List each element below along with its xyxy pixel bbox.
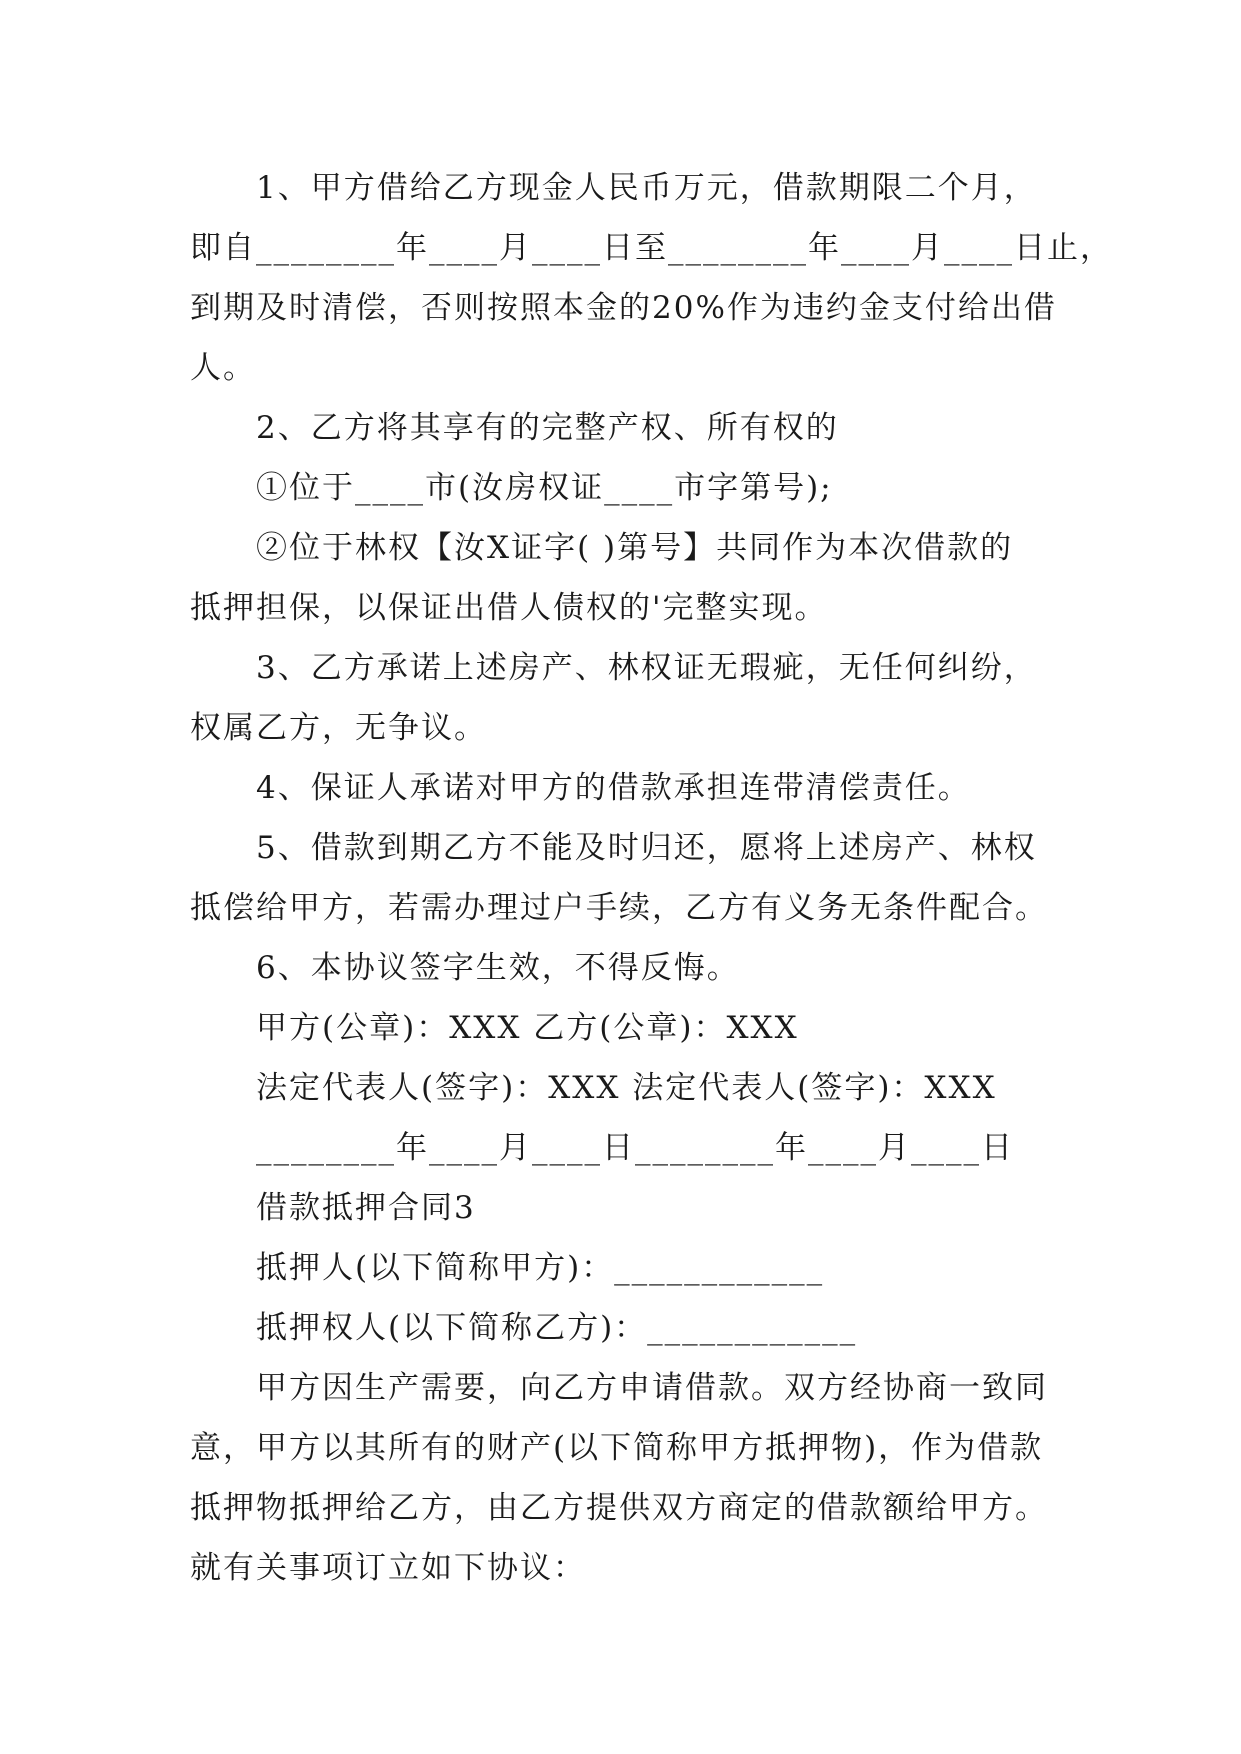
paragraph-line: 意，甲方以其所有的财产(以下简称甲方抵押物)，作为借款 — [190, 1430, 1044, 1466]
paragraph-line: 2、乙方将其享有的完整产权、所有权的 — [256, 410, 839, 446]
paragraph-line: 人。 — [190, 350, 256, 386]
paragraph-line: 4、保证人承诺对甲方的借款承担连带清偿责任。 — [256, 770, 971, 806]
document-body — [190, 158, 1113, 1598]
paragraph-line: ①位于____市(汝房权证____市字第号); — [256, 470, 833, 506]
paragraph-line: 5、借款到期乙方不能及时归还，愿将上述房产、林权 — [256, 830, 1037, 866]
paragraph-line: 抵押担保，以保证出借人债权的'完整实现。 — [190, 590, 828, 626]
paragraph-line: 到期及时清偿，否则按照本金的20%作为违约金支付给出借 — [190, 290, 1057, 326]
paragraph-line: 就有关事项订立如下协议： — [190, 1550, 586, 1586]
signature-line-date: ________年____月____日________年____月____日 — [256, 1130, 1014, 1166]
signature-line-representative: 法定代表人(签字)：XXX 法定代表人(签字)：XXX — [256, 1070, 997, 1106]
paragraph-line: 3、乙方承诺上述房产、林权证无瑕疵，无任何纠纷， — [256, 650, 1037, 686]
paragraph-line: 1、甲方借给乙方现金人民币万元，借款期限二个月， — [256, 170, 1037, 206]
mortgagor-line: 抵押人(以下简称甲方)：____________ — [256, 1250, 825, 1286]
section-title: 借款抵押合同3 — [256, 1190, 476, 1226]
paragraph-line: ②位于林权【汝X证字( )第号】共同作为本次借款的 — [256, 530, 1014, 566]
paragraph-line: 权属乙方，无争议。 — [190, 710, 487, 746]
signature-line-seal: 甲方(公章)：XXX 乙方(公章)：XXX — [256, 1010, 799, 1046]
paragraph-line: 抵偿给甲方，若需办理过户手续，乙方有义务无条件配合。 — [190, 890, 1048, 926]
mortgagee-line: 抵押权人(以下简称乙方)：____________ — [256, 1310, 858, 1346]
paragraph-line: 即自________年____月____日至________年____月____日止， — [190, 230, 1113, 266]
paragraph-line: 甲方因生产需要，向乙方申请借款。双方经协商一致同 — [256, 1370, 1048, 1406]
paragraph-line: 抵押物抵押给乙方，由乙方提供双方商定的借款额给甲方。 — [190, 1490, 1048, 1526]
paragraph-line: 6、本协议签字生效，不得反悔。 — [256, 950, 740, 986]
